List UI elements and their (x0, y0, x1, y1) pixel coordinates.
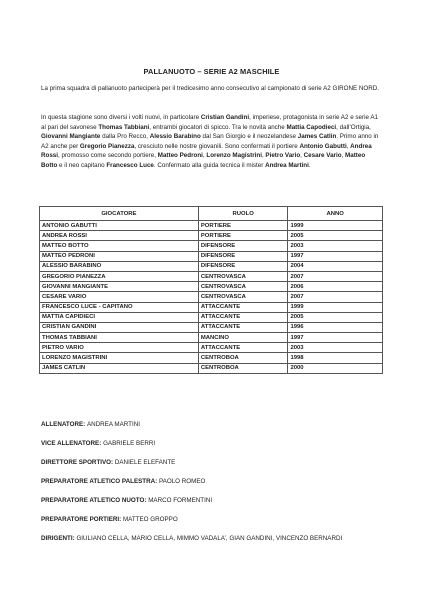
staff-line (41, 516, 178, 523)
year-cell: 1999 (288, 221, 383, 231)
role-cell: ATTACCANTE (198, 343, 288, 353)
table-row (40, 271, 383, 281)
staff-name-value: GABRIELE BERRI (103, 440, 156, 447)
staff-line (41, 421, 140, 428)
highlighted-name: Matteo Pedroni (157, 152, 203, 160)
table-row (40, 231, 383, 241)
year-cell: 1999 (288, 302, 383, 312)
player-cell: THOMAS TABBIANI (40, 333, 199, 343)
highlighted-name: Antonio Gabutti (299, 142, 347, 150)
staff-role-label: PREPARATORE ATLETICO PALESTRA (41, 478, 156, 485)
role-cell: PORTIERE (198, 221, 288, 231)
staff-name-value: ANDREA MARTINI (86, 421, 140, 428)
year-cell: 2007 (288, 271, 383, 281)
highlighted-name: Cristian Gandini (200, 114, 250, 121)
text-run: In questa stagione sono diversi i volti nuovi, in particolare (41, 114, 201, 121)
table-row (40, 353, 383, 363)
role-cell: MANCINO (198, 333, 288, 343)
highlighted-name: Thomas Tabbiani (98, 123, 150, 131)
text-run: . Confermato alla guida tecnica il mister (153, 161, 266, 169)
year-cell: 2000 (288, 363, 383, 373)
highlighted-name: Gregorio Pianezza (79, 142, 135, 150)
player-cell: ANDREA ROSSI (40, 231, 199, 241)
text-run: . (308, 161, 311, 169)
role-cell: PORTIERE (198, 231, 288, 241)
text-run: , (300, 152, 304, 160)
year-cell: 2003 (288, 343, 383, 353)
year-cell: 2004 (288, 261, 383, 271)
text-run: e il neo capitano (57, 161, 107, 169)
role-cell: ATTACCANTE (198, 302, 288, 312)
table-row (40, 322, 383, 332)
highlighted-name: Mattia Capodieci (286, 123, 337, 131)
staff-role-label: DIRIGENTI (41, 535, 73, 542)
header-anno: ANNO (288, 207, 383, 221)
year-cell: 1998 (288, 353, 383, 363)
staff-line (41, 440, 155, 447)
player-cell: CRISTIAN GANDINI (40, 322, 199, 332)
staff-role-label: VICE ALLENATORE (41, 440, 100, 447)
highlighted-name: Matteo Botto (41, 152, 366, 169)
highlighted-name: Pietro Vario (265, 152, 301, 160)
highlighted-name: James Catlin (297, 133, 337, 141)
table-row (40, 302, 383, 312)
role-cell: DIFENSORE (198, 251, 288, 261)
year-cell: 2003 (288, 241, 383, 251)
staff-role-label: PREPARATORE ATLETICO NUOTO (41, 497, 145, 504)
label-separator: : (83, 421, 87, 428)
player-cell: FRANCESCO LUCE - CAPITANO (40, 302, 199, 312)
text-run: , (346, 142, 351, 150)
staff-line (41, 497, 212, 504)
text-run: , (261, 152, 266, 160)
text-run: , entrambi giocatori di spicco. Tra le novità anche (149, 123, 287, 131)
player-cell: MATTIA CAPIDIECI (40, 312, 199, 322)
header-ruolo: RUOLO (198, 207, 288, 221)
text-run: , (202, 152, 207, 160)
roster-table (39, 206, 383, 374)
year-cell: 1997 (288, 251, 383, 261)
page-title: PALLANUOTO – SERIE A2 MASCHILE (143, 67, 280, 76)
role-cell: ATTACCANTE (198, 312, 288, 322)
role-cell: ATTACCANTE (198, 322, 288, 332)
staff-line (41, 478, 205, 485)
highlighted-name: Francesco Luce (106, 161, 154, 169)
role-cell: DIFENSORE (198, 241, 288, 251)
highlighted-name: Cesare Vario (303, 152, 342, 160)
label-separator: : (111, 459, 115, 466)
player-cell: ANTONIO GABUTTI (40, 221, 199, 231)
role-cell: CENTROVASCA (198, 292, 288, 302)
text-run: , promosso come secondo portiere, (58, 152, 158, 160)
table-row (40, 261, 383, 271)
table-row (40, 282, 383, 292)
player-cell: GREGORIO PIANEZZA (40, 271, 199, 281)
table-row (40, 363, 383, 373)
staff-role-label: ALLENATORE (41, 421, 84, 428)
staff-line (41, 459, 175, 466)
year-cell: 2005 (288, 231, 383, 241)
text-run: , (341, 152, 346, 160)
player-cell: MATTEO BOTTO (40, 241, 199, 251)
player-cell: GIOVANNI MANGIANTE (40, 282, 199, 292)
label-separator: : (119, 516, 123, 523)
table-row (40, 312, 383, 322)
player-cell: ALESSIO BARABINO (40, 261, 199, 271)
highlighted-name: Andrea Martini (265, 161, 309, 169)
label-separator: : (144, 497, 149, 504)
staff-name-value: MARCO FORMENTINI (148, 497, 213, 504)
table-row (40, 221, 383, 231)
roster-news-paragraph (41, 113, 383, 171)
text-run: dal San Giorgio e il neozelandese (200, 133, 298, 141)
table-row (40, 251, 383, 261)
highlighted-name: Andrea Rossi (41, 142, 372, 160)
text-run: , imperiese, protagonista in serie A2 e serie A1 al pari del savonese (41, 114, 378, 131)
text-run: dalla Pro Recco, (100, 133, 150, 141)
table-row (40, 343, 383, 353)
role-cell: DIFENSORE (198, 261, 288, 271)
highlighted-name: Lorenzo Magistrini (206, 152, 262, 160)
staff-role-label: DIRETTORE SPORTIVO (41, 459, 112, 466)
label-separator: : (99, 440, 104, 447)
roster-body (40, 221, 383, 374)
player-cell: CESARE VARIO (40, 292, 199, 302)
staff-name-value: PAOLO ROMEO (158, 478, 206, 485)
highlighted-name: Alessio Barabino (149, 133, 201, 141)
role-cell: CENTROVASCA (198, 282, 288, 292)
label-separator: : (72, 535, 77, 542)
table-row (40, 333, 383, 343)
text-run: , cresciuto nelle nostre giovanili. Sono confermati il portiere (134, 142, 300, 150)
staff-role-label: PREPARATORE PORTIERI (41, 516, 120, 523)
highlighted-name: Giovanni Mangiante (41, 133, 101, 141)
label-separator: : (155, 478, 159, 485)
player-cell: MATTEO PEDRONI (40, 251, 199, 261)
staff-name-value: MATTEO GROPPO (122, 516, 178, 523)
role-cell: CENTROVASCA (198, 271, 288, 281)
staff-name-value: GIULIANO CELLA, MARIO CELLA, MIMMO VADALA’, GIAN GANDINI, VINCENZO BERNARDI (76, 535, 343, 542)
year-cell: 2005 (288, 312, 383, 322)
table-row (40, 292, 383, 302)
year-cell: 2007 (288, 292, 383, 302)
role-cell: CENTROBOA (198, 363, 288, 373)
year-cell: 1996 (288, 322, 383, 332)
header-giocatore: GIOCATORE (40, 207, 199, 221)
table-row (40, 241, 383, 251)
table-header-row (40, 207, 383, 221)
role-cell: CENTROBOA (198, 353, 288, 363)
staff-line (41, 535, 342, 542)
player-cell: JAMES CATLIN (40, 363, 199, 373)
text-run: , dall’Ortigia, (336, 123, 371, 131)
text-run: . Primo anno in A2 anche per (41, 133, 379, 150)
player-cell: LORENZO MAGISTRINI (40, 353, 199, 363)
player-cell: PIETRO VARIO (40, 343, 199, 353)
year-cell: 1997 (288, 333, 383, 343)
year-cell: 2006 (288, 282, 383, 292)
staff-name-value: DANIELE ELEFANTE (114, 459, 176, 466)
intro-paragraph: La prima squadra di pallanuoto parteciperà per il tredicesimo anno consecutivo al campionato di serie A2 GIRONE NORD. (41, 85, 380, 92)
